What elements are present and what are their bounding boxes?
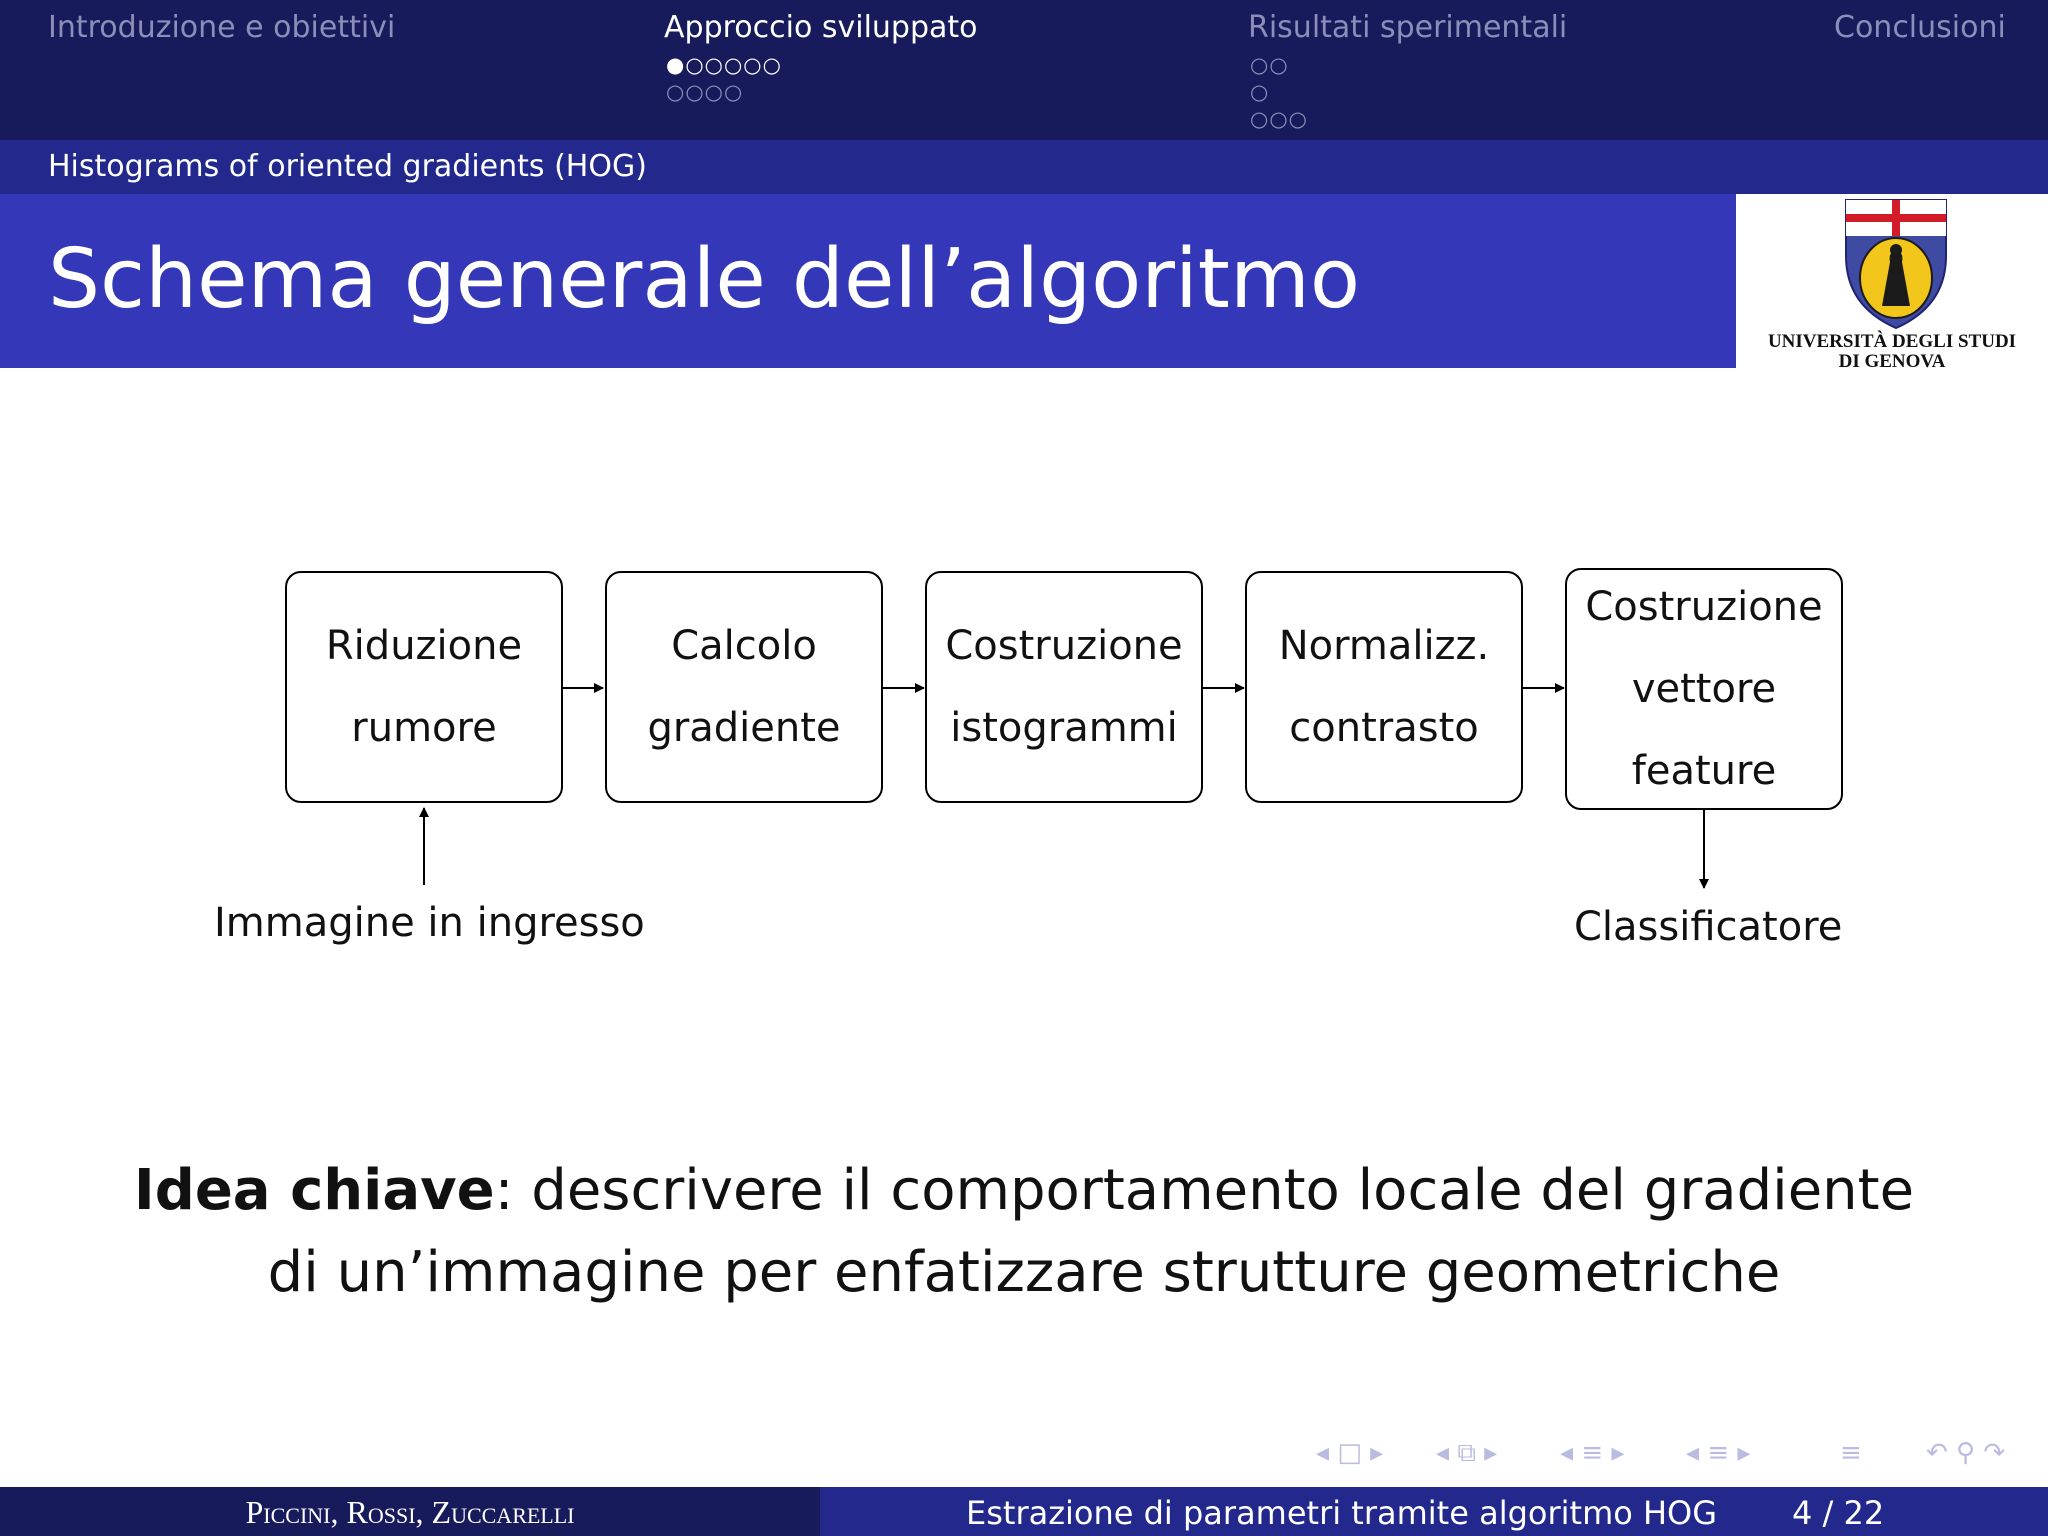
footer-authors: Piccini, Rossi, Zuccarelli xyxy=(245,1494,575,1530)
nav-section-introduzione[interactable]: Introduzione e obiettivi xyxy=(48,10,396,45)
nav-frame-icon[interactable]: ◂ □ ▸ xyxy=(1316,1438,1384,1468)
nav-search-icon[interactable]: ↶ ⚲ ↷ xyxy=(1926,1438,2006,1468)
nav-section-approccio[interactable]: Approccio sviluppato xyxy=(664,10,978,45)
footer-title-bar xyxy=(820,1487,2048,1536)
key-idea-line1: Idea chiave: descrivere il comportamento locale del gradiente xyxy=(133,1158,1915,1223)
nav-section-risultati[interactable]: Risultati sperimentali xyxy=(1248,10,1568,45)
slide-title: Schema generale dell’algoritmo xyxy=(48,232,1360,327)
output-label: Classificatore xyxy=(1574,904,1843,950)
footer-talk-title: Estrazione di parametri tramite algoritmo HOG xyxy=(966,1494,1718,1532)
step-costruzione-vettore-feature: Costruzione vettore feature xyxy=(1565,568,1843,810)
key-idea-line2: di un’immagine per enfatizzare strutture geometriche xyxy=(267,1240,1781,1305)
footer-page-number: 4 / 22 xyxy=(1792,1494,1885,1532)
key-idea-bold: Idea chiave xyxy=(133,1158,495,1223)
nav-dots-risultati-3[interactable]: ○○○ xyxy=(1250,107,1308,131)
nav-subsection-icon[interactable]: ◂ ⧉ ▸ xyxy=(1436,1438,1498,1468)
nav-section-icon[interactable]: ◂ ≡ ▸ xyxy=(1560,1438,1625,1468)
nav-section-conclusioni[interactable]: Conclusioni xyxy=(1834,10,2006,45)
step-riduzione-rumore: Riduzione rumore xyxy=(285,571,563,803)
step-calcolo-gradiente: Calcolo gradiente xyxy=(605,571,883,803)
nav-presentation-icon[interactable]: ◂ ≡ ▸ xyxy=(1686,1438,1751,1468)
university-name: UNIVERSITÀ DEGLI STUDI DI GENOVA xyxy=(1767,331,2017,372)
input-label: Immagine in ingresso xyxy=(214,900,645,946)
footer-authors-bar xyxy=(0,1487,820,1536)
nav-dots-approccio-1[interactable]: ●○○○○○ xyxy=(666,53,782,77)
step-normalizzazione-contrasto: Normalizz. contrasto xyxy=(1245,571,1523,803)
subsection-title: Histograms of oriented gradients (HOG) xyxy=(48,149,647,184)
nav-dots-risultati-1[interactable]: ○○ xyxy=(1250,53,1289,77)
nav-dots-risultati-2[interactable]: ○ xyxy=(1250,80,1270,104)
nav-toc-icon[interactable]: ≡ xyxy=(1840,1438,1862,1468)
nav-dots-approccio-2[interactable]: ○○○○ xyxy=(666,80,744,104)
step-costruzione-istogrammi: Costruzione istogrammi xyxy=(925,571,1203,803)
